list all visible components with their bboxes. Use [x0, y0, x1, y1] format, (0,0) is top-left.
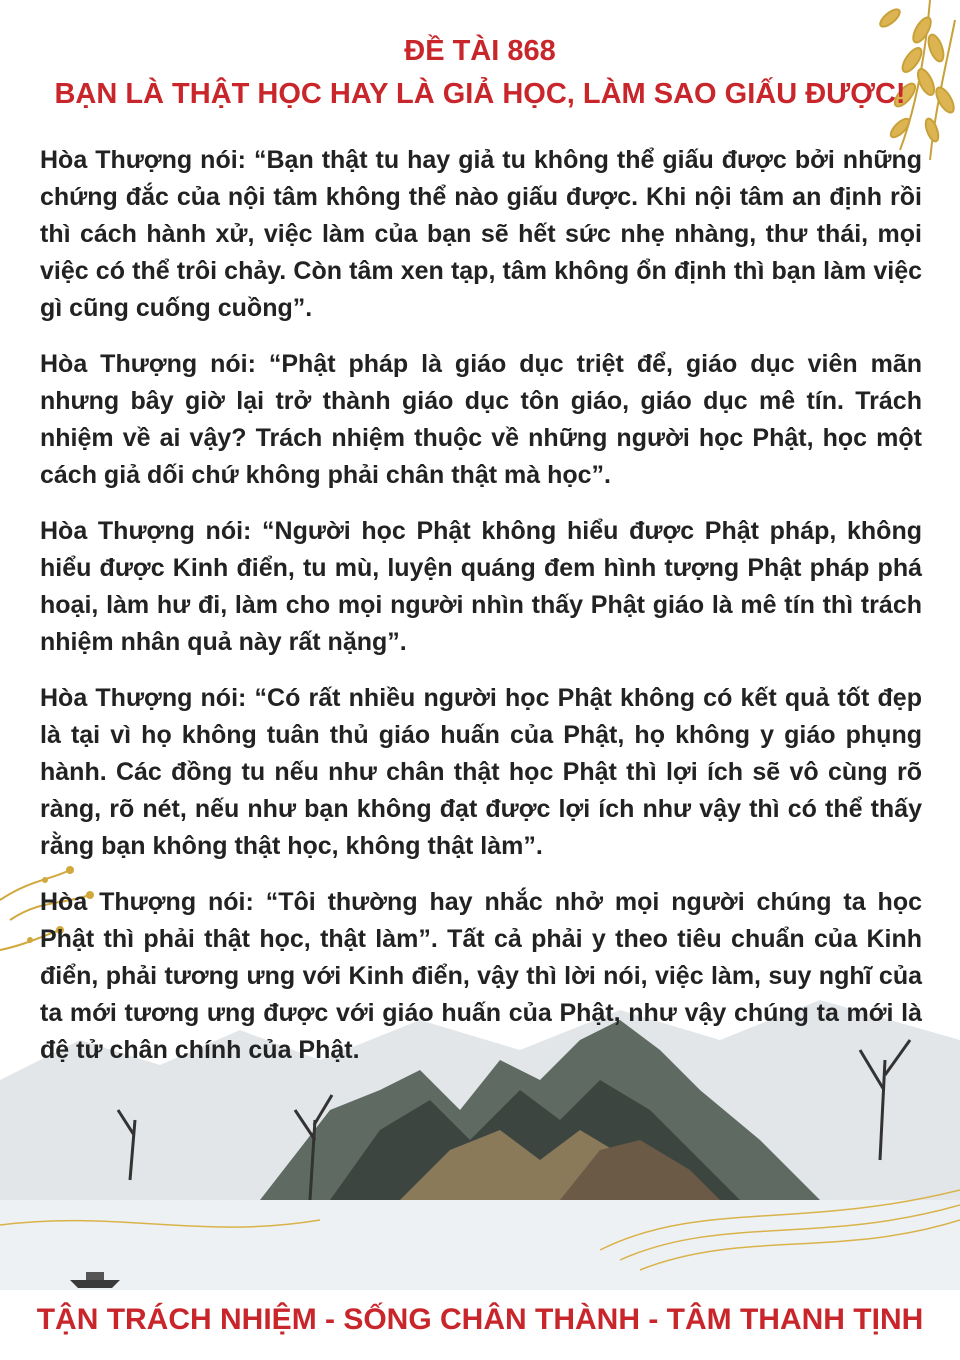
paragraph-3: Hòa Thượng nói: “Người học Phật không hiểu được Phật pháp, không hiểu được Kinh điển, tu mù, luyện quáng đem hình tượng Phật pháp phá hoại, làm hư đi, làm cho mọi người nhìn thấy Phật giáo là mê tín thì trách nhiệm nhân quả này rất nặng”.: [40, 517, 922, 656]
topic-number: ĐỀ TÀI 868: [404, 35, 556, 67]
paragraph-4: Hòa Thượng nói: “Có rất nhiều người học Phật không có kết quả tốt đẹp là tại vì họ không tuân thủ giáo huấn của Phật, họ không y giáo phụng hành. Các đồng tu nếu như chân thật học Phật thì lợi ích sẽ vô cùng rõ ràng, rõ nét, nếu như bạn không đạt được lợi ích như vậy thì có thể thấy rằng bạn không thật học, không thật làm”.: [40, 684, 922, 860]
lake: [0, 1200, 960, 1290]
title-block: [0, 34, 960, 114]
paragraph-5: Hòa Thượng nói: “Tôi thường hay nhắc nhở mọi người chúng ta học Phật thì phải thật học, thật làm”. Tất cả phải y theo tiêu chuẩn của Kinh điển, phải tương ưng với Kinh điển, vậy thì lời nói, việc làm, suy nghĩ của ta mới tương ưng được với giáo huấn của Phật, như vậy chúng ta mới là đệ tử chân chính của Phật.: [40, 888, 922, 1064]
footer-slogan: TẬN TRÁCH NHIỆM - SỐNG CHÂN THÀNH - TÂM THANH TỊNH: [36, 1303, 924, 1336]
paragraph-1: Hòa Thượng nói: “Bạn thật tu hay giả tu không thể giấu được bởi những chứng đắc của nội tâm không thể nào giấu được. Khi nội tâm an định rồi thì cách hành xử, việc làm của bạn sẽ hết sức nhẹ nhàng, thư thái, mọi việc có thể trôi chảy. Còn tâm xen tạp, tâm không ổn định thì bạn làm việc gì cũng cuống cuồng”.: [40, 146, 922, 322]
page-title: BẠN LÀ THẬT HỌC HAY LÀ GIẢ HỌC, LÀM SAO GIẤU ĐƯỢC!: [54, 78, 906, 110]
paragraph-2: Hòa Thượng nói: “Phật pháp là giáo dục triệt để, giáo dục viên mãn nhưng bây giờ lại trở thành giáo dục tôn giáo, giáo dục mê tín. Trách nhiệm về ai vậy? Trách nhiệm thuộc về những người học Phật, học một cách giả dối chứ không phải chân thật mà học”.: [40, 350, 922, 489]
body-text: [40, 142, 922, 1088]
